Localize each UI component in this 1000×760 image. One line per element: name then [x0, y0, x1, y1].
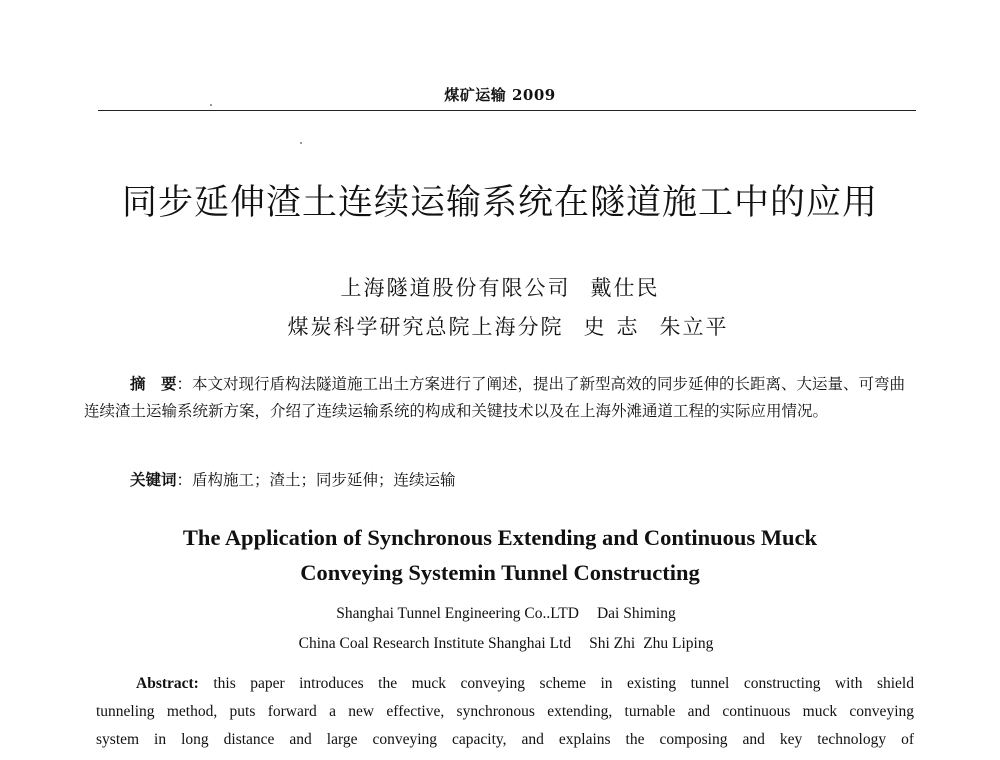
english-abstract — [96, 670, 914, 754]
chinese-abstract-text: ：本文对现行盾构法隧道施工出土方案进行了阐述，提出了新型高效的同步延伸的长距离、大运量、可弯曲连续渣土运输系统新方案，介绍了连续运输系统的构成和关键技术以及在上海外滩通道工程的实际应用情况。 — [84, 375, 906, 420]
chinese-title: 同步延伸渣土连续运输系统在隧道施工中的应用 — [121, 183, 878, 223]
english-title — [0, 520, 1000, 590]
chinese-author-name: 志 — [616, 315, 640, 339]
chinese-affiliation: 上海隧道股份有限公司 — [340, 276, 571, 300]
english-author-name: Dai Shiming — [596, 605, 676, 622]
chinese-author-line-2 — [8, 311, 1000, 341]
english-abstract-line: Abstract: this paper introduces the muck conveying scheme in existing tunnel constructing with shield — [136, 675, 914, 692]
english-author-name: Zhu Liping — [643, 635, 714, 652]
english-affiliation: Shanghai Tunnel Engineering Co..LTD — [336, 605, 579, 622]
english-author-line-1 — [6, 605, 1000, 623]
scan-speck — [210, 104, 212, 106]
english-abstract-label: Abstract: — [136, 675, 199, 692]
running-header: 煤矿运输 2009 — [444, 86, 556, 104]
chinese-author-name: 史 — [583, 315, 607, 339]
header-rule — [98, 110, 916, 111]
chinese-author-line-1 — [0, 272, 1000, 302]
chinese-author-name: 戴仕民 — [590, 276, 660, 300]
english-abstract-line: system in long distance and large conveying capacity, and explains the composing and key technology of — [96, 731, 914, 748]
english-title-line-1: The Application of Synchronous Extending and Continuous Muck — [182, 525, 818, 550]
english-author-line-2 — [6, 635, 1000, 653]
chinese-keywords — [130, 466, 916, 494]
chinese-keywords-label: 关键词 — [130, 470, 177, 489]
english-title-line-2: Conveying Systemin Tunnel Constructing — [300, 560, 700, 585]
english-author-name: Shi Zhi — [589, 635, 636, 652]
chinese-affiliation: 煤炭科学研究总院上海分院 — [287, 315, 564, 339]
chinese-abstract-label: 摘 要 — [130, 374, 177, 393]
scan-speck — [300, 142, 302, 144]
english-affiliation: China Coal Research Institute Shanghai Ltd — [298, 635, 572, 652]
chinese-author-name: 朱立平 — [659, 315, 729, 339]
english-abstract-line: tunneling method, puts forward a new effective, synchronous extending, turnable and continuous muck conveying — [96, 703, 914, 720]
chinese-abstract — [84, 370, 916, 425]
chinese-keywords-text: ：盾构施工；渣土；同步延伸；连续运输 — [176, 471, 456, 489]
